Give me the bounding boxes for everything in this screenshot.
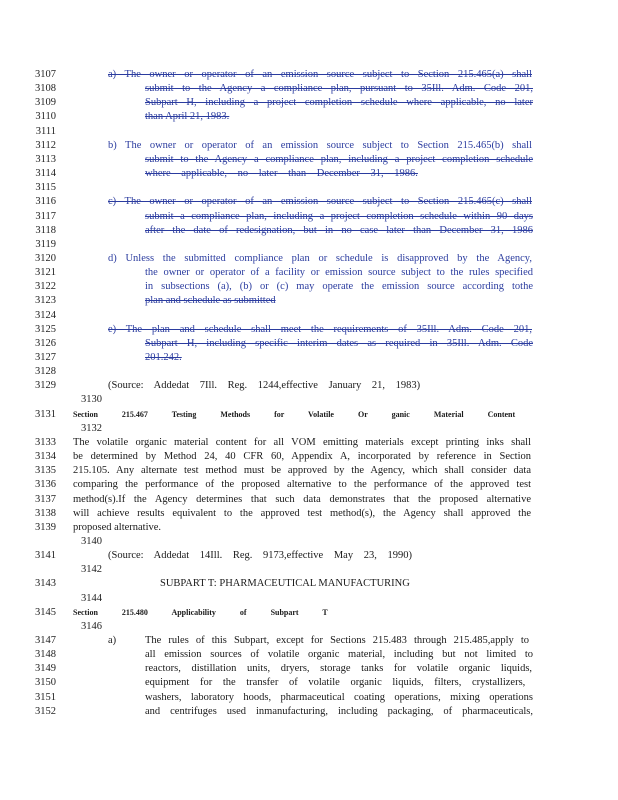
document-line	[0, 379, 618, 393]
document-line	[0, 507, 618, 521]
line-number: 3110	[35, 111, 56, 123]
line-text: (Source: Addedat 7Ill. Reg. 1244,effective January 21, 1983)	[108, 380, 421, 392]
line-number: 3146	[81, 620, 102, 632]
line-text: and centrifuges used inmanufacturing, including packaging, of pharmaceuticals,	[145, 705, 533, 717]
line-number: 3123	[35, 295, 56, 307]
document-line	[0, 365, 618, 379]
line-number: 3117	[35, 210, 56, 222]
line-number: 3129	[35, 380, 56, 392]
line-number: 3142	[81, 564, 102, 576]
line-number: 3144	[81, 592, 102, 604]
document-line	[0, 676, 618, 690]
line-text: Subpart H, including a project completion schedule where applicable, no later	[145, 97, 533, 109]
document-line	[0, 521, 618, 535]
document-line	[0, 408, 618, 422]
document-line	[0, 266, 618, 280]
line-text: a) The owner or operator of an emission source subject to Section 215.465(a) shall	[108, 69, 532, 80]
document-line	[0, 294, 618, 308]
document-line	[0, 606, 618, 620]
section-heading: Section 215.467 Testing Methods for Volatile Or ganic Material Content	[73, 409, 516, 419]
document-line	[0, 110, 618, 124]
document-line	[0, 648, 618, 662]
line-text: proposed alternative.	[73, 521, 162, 533]
document-line	[0, 96, 618, 110]
line-number: 3126	[35, 337, 56, 349]
document-line	[0, 181, 618, 195]
line-number: 3147	[35, 635, 56, 646]
document-line	[0, 82, 618, 96]
document-line	[0, 563, 618, 577]
document-line	[0, 549, 618, 563]
document-line	[0, 153, 618, 167]
line-number: 3149	[35, 663, 56, 675]
line-text: 215.105. Any alternate test method must be approved by the Agency, which shall consider data	[73, 465, 531, 477]
line-text: will achieve results equivalent to the approved test method(s), the Agency shall approved the	[73, 507, 531, 519]
line-text: method(s).If the Agency determines that such data demonstrates that the proposed alternative	[73, 493, 531, 505]
line-number: 3138	[35, 507, 56, 519]
line-text: submit to the Agency a compliance plan, including a project completion schedule	[145, 153, 533, 165]
document-line	[0, 393, 618, 407]
line-number: 3121	[35, 267, 56, 279]
line-text: be determined by Method 24, 40 CFR 60, Appendix A, incorporated by reference in Section	[73, 451, 531, 463]
document-line	[0, 478, 618, 492]
document-line	[0, 238, 618, 252]
line-number: 3127	[35, 352, 56, 363]
line-number: 3131	[35, 408, 56, 420]
line-text: submit a compliance plan, including a project completion schedule within 90 days	[145, 210, 533, 222]
document-line	[0, 450, 618, 464]
line-text: in subsections (a), (b) or (c) may operate the emission source according tothe	[145, 281, 533, 293]
document-line	[0, 705, 618, 719]
line-number: 3107	[35, 69, 56, 80]
line-text: 201.242.	[145, 352, 182, 363]
line-number: 3112	[35, 139, 56, 151]
document-line	[0, 125, 618, 139]
document-line	[0, 577, 618, 591]
line-number: 3145	[35, 606, 56, 618]
document-line	[0, 167, 618, 181]
line-number: 3114	[35, 168, 56, 180]
line-text: plan and schedule as submitted	[145, 295, 276, 307]
line-number: 3141	[35, 550, 56, 562]
document-line	[0, 422, 618, 436]
line-text: submit to the Agency a compliance plan, pursuant to 35Ill. Adm. Code 201,	[145, 83, 533, 95]
document-line	[0, 436, 618, 450]
document-line	[0, 662, 618, 676]
line-number: 3137	[35, 493, 56, 505]
line-number: 3133	[35, 436, 56, 448]
line-text: a)	[108, 635, 117, 646]
line-number: 3152	[35, 705, 56, 717]
line-text: Subpart H, including specific interim dates as required in 35Ill. Adm. Code	[145, 337, 533, 349]
line-number: 3134	[35, 451, 56, 463]
line-text: the owner or operator of a facility or emission source subject to the rules specified	[145, 267, 533, 279]
document-line	[0, 535, 618, 549]
line-number: 3139	[35, 521, 56, 533]
document-line	[0, 224, 618, 238]
line-number: 3111	[35, 125, 56, 137]
line-number: 3113	[35, 153, 56, 165]
line-number: 3136	[35, 479, 56, 491]
line-number: 3132	[81, 422, 102, 434]
document-line	[0, 210, 618, 224]
line-text: d) Unless the submitted compliance plan or schedule is disapproved by the Agency,	[108, 252, 532, 264]
line-number: 3135	[35, 465, 56, 477]
line-text: comparing the performance of the proposed alternative to the performance of the approved test	[73, 479, 531, 491]
line-text: SUBPART T: PHARMACEUTICAL MANUFACTURING	[160, 578, 410, 590]
line-number: 3130	[81, 394, 102, 406]
line-number: 3151	[35, 691, 56, 703]
document-line	[0, 309, 618, 323]
line-number: 3108	[35, 83, 56, 95]
document-line	[0, 464, 618, 478]
line-text: than April 21, 1983.	[145, 111, 230, 123]
line-number: 3109	[35, 97, 56, 109]
line-text: after the date of redesignation, but in no case later than December 31, 1986	[145, 224, 533, 236]
line-number: 3140	[81, 535, 102, 547]
document-line	[0, 620, 618, 634]
document-line	[0, 634, 618, 648]
line-number: 3124	[35, 309, 56, 321]
line-text: e) The plan and schedule shall meet the requirements of 35Ill. Adm. Code 201,	[108, 323, 532, 335]
line-number: 3120	[35, 252, 56, 264]
line-text: reactors, distillation units, dryers, storage tanks for volatile organic liquids,	[145, 663, 533, 675]
line-number: 3143	[35, 578, 56, 590]
line-text: (Source: Addedat 14Ill. Reg. 9173,effective May 23, 1990)	[108, 550, 412, 562]
line-text: where applicable, no later than December 31, 1986.	[145, 168, 418, 180]
line-text: washers, laboratory hoods, pharmaceutical coating operations, mixing operations	[145, 691, 533, 703]
document-line	[0, 351, 618, 365]
line-number: 3128	[35, 366, 56, 378]
line-number: 3116	[35, 196, 56, 208]
line-text: The volatile organic material content for all VOM emitting materials except printing inks shall	[73, 436, 531, 448]
document-line	[0, 691, 618, 705]
line-text: The rules of this Subpart, except for Sections 215.483 through 215.485,apply to	[145, 635, 529, 646]
line-number: 3115	[35, 182, 56, 194]
line-number: 3122	[35, 281, 56, 293]
line-text: all emission sources of volatile organic material, including but not limited to	[145, 649, 533, 661]
line-number: 3125	[35, 323, 56, 335]
document-line	[0, 493, 618, 507]
line-number: 3119	[35, 238, 56, 250]
document-line	[0, 592, 618, 606]
document-line	[0, 337, 618, 351]
document-line	[0, 68, 618, 82]
document-line	[0, 195, 618, 209]
section-heading: Section 215.480 Applicability of Subpart T	[73, 607, 328, 617]
document-line	[0, 252, 618, 266]
line-text: c) The owner or operator of an emission source subject to Section 215.465(c) shall	[108, 196, 532, 208]
line-text: b) The owner or operator of an emission source subject to Section 215.465(b) shall	[108, 139, 532, 151]
line-number: 3148	[35, 649, 56, 661]
document-line	[0, 139, 618, 153]
line-text: equipment for the transfer of volatile organic liquids, filters, crystallizers,	[145, 677, 526, 689]
line-number: 3118	[35, 224, 56, 236]
document-line	[0, 280, 618, 294]
document-line	[0, 323, 618, 337]
line-number: 3150	[35, 677, 56, 689]
